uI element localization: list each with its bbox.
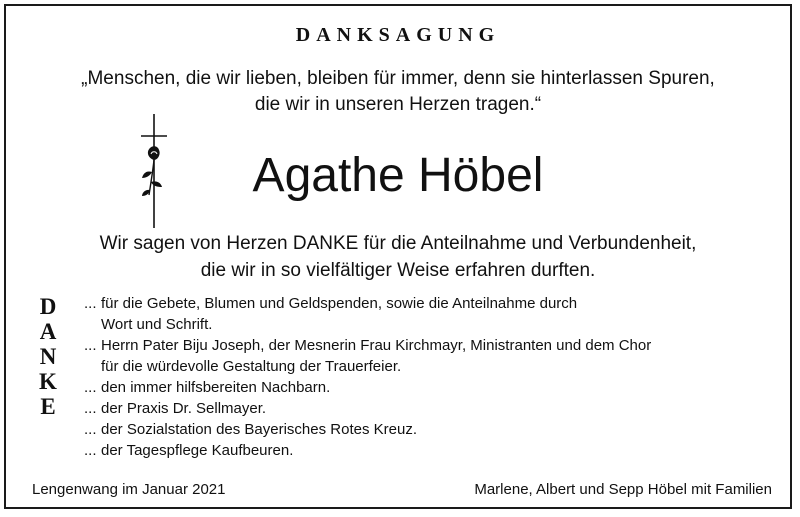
danke-letter: A: [39, 319, 57, 344]
thanks-line-1: Wir sagen von Herzen DANKE für die Anteilnahme und Verbundenheit,: [99, 233, 697, 254]
signers: Marlene, Albert und Sepp Höbel mit Familien: [474, 481, 772, 498]
place-date: Lengenwang im Januar 2021: [32, 481, 226, 498]
thanks-list: [84, 293, 774, 461]
list-item-line: Wort und Schrift.: [101, 316, 213, 333]
ellipsis: ...: [84, 379, 97, 396]
ellipsis: ...: [84, 421, 97, 438]
list-item: [84, 398, 774, 419]
list-item: [84, 377, 774, 398]
thanks-text: [6, 230, 790, 284]
list-item-line: Herrn Pater Biju Joseph, der Mesnerin Frau Kirchmayr, Ministranten und dem Chor: [101, 337, 652, 354]
quote: [6, 66, 790, 118]
list-item: [84, 335, 774, 377]
heading: DANKSAGUNG: [295, 24, 501, 46]
list-item: [84, 419, 774, 440]
danke-letter: D: [39, 294, 57, 319]
danke-vertical: [34, 294, 62, 419]
danke-letter: K: [39, 369, 57, 394]
ellipsis: ...: [84, 442, 97, 459]
list-item-line: der Praxis Dr. Sellmayer.: [101, 400, 267, 417]
list-item-line: für die Gebete, Blumen und Geldspenden, sowie die Anteilnahme durch: [101, 295, 578, 312]
list-item-line: für die würdevolle Gestaltung der Trauerfeier.: [101, 358, 402, 375]
list-item-line: den immer hilfsbereiten Nachbarn.: [101, 379, 331, 396]
list-item: [84, 440, 774, 461]
list-item-line: der Sozialstation des Bayerisches Rotes Kreuz.: [101, 421, 417, 438]
ellipsis: ...: [84, 400, 97, 417]
deceased-name: Agathe Höbel: [252, 149, 544, 202]
danke-letter: N: [39, 344, 57, 369]
list-item-line: der Tagespflege Kaufbeuren.: [101, 442, 294, 459]
quote-line-1: „Menschen, die wir lieben, bleiben für immer, denn sie hinterlassen Spuren,: [81, 68, 715, 89]
list-item: [84, 293, 774, 335]
danke-letter: E: [40, 394, 56, 419]
obituary-card: [4, 4, 792, 509]
quote-line-2: die wir in unseren Herzen tragen.“: [254, 94, 542, 115]
thanks-line-2: die wir in so vielfältiger Weise erfahren durften.: [200, 260, 596, 281]
ellipsis: ...: [84, 295, 97, 312]
ellipsis: ...: [84, 337, 97, 354]
